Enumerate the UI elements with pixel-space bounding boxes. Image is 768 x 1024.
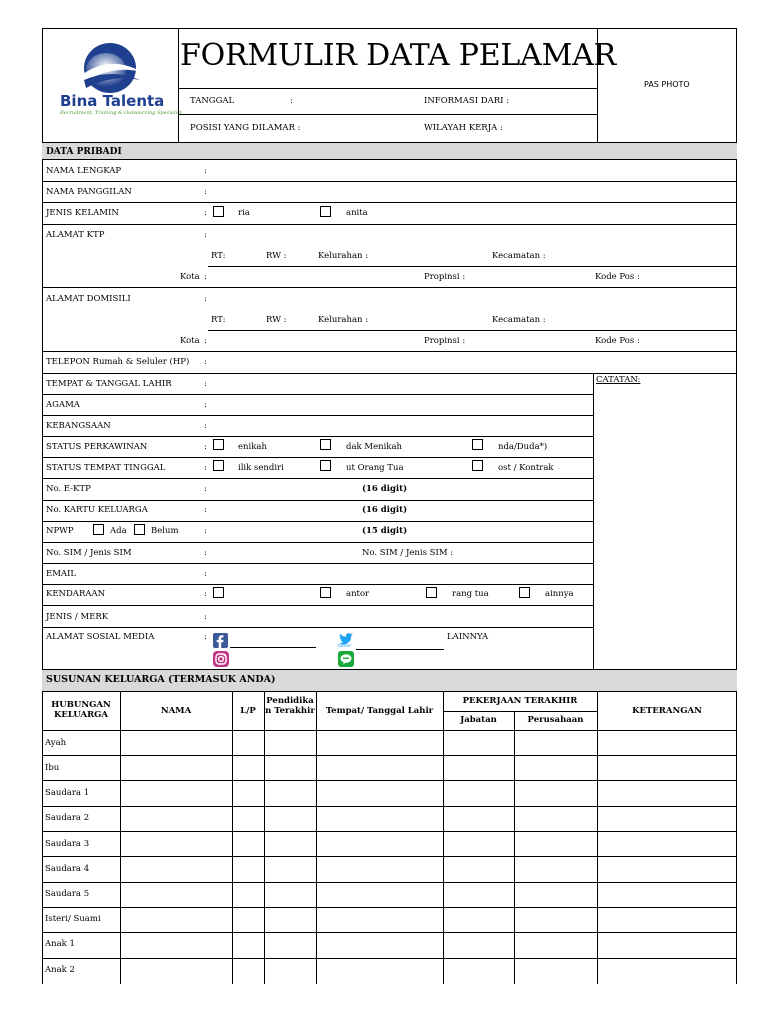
page-title: FORMULIR DATA PELAMAR [180,38,616,73]
kecamatan-label: Kecamatan : [492,251,546,261]
relation-label: Anak 1 [45,939,75,949]
telepon-field[interactable] [210,353,735,371]
catatan-field[interactable] [595,386,735,666]
facebook-icon [213,633,228,648]
nama-lengkap-field[interactable] [210,162,735,180]
propinsi-label: Propinsi : [424,336,466,346]
kota-label: Kota [180,336,200,346]
email-field[interactable] [210,565,591,583]
catatan-label: CATATAN: [596,375,641,385]
table-row[interactable] [42,933,737,958]
col-nama: NAMA [160,706,192,716]
colon: : [204,230,207,240]
colon: : [204,294,207,304]
rt-label: RT: [211,315,226,325]
email-label: EMAIL [46,569,77,579]
colon: : [204,166,207,176]
colon: : [204,505,207,515]
wilayah-label: WILAYAH KERJA : [424,123,503,133]
posisi-field[interactable] [295,118,417,138]
table-row[interactable] [42,883,737,907]
kd-checkbox-3[interactable] [426,587,437,598]
kode-pos-label: Kode Pos : [595,336,640,346]
kelurahan-label: Kelurahan : [318,251,369,261]
photo-label: PAS PHOTO [644,80,690,89]
table-row[interactable] [42,731,737,755]
agama-field[interactable] [210,396,591,414]
lainnya-field[interactable] [486,630,591,648]
table-row[interactable] [42,857,737,882]
kd-option-3: rang tua [452,589,489,599]
ttl-label: TEMPAT & TANGGAL LAHIR [46,379,172,389]
npwp-checkbox-ada[interactable] [93,524,104,535]
photo-box[interactable] [598,29,736,141]
sim-field-2[interactable] [452,544,591,562]
st-option-1: ilik sendiri [238,463,284,473]
instagram-field[interactable] [231,651,317,667]
relation-label: Saudara 5 [45,889,90,899]
jenis-kelamin-label: JENIS KELAMIN [46,208,119,218]
posisi-label: POSISI YANG DILAMAR : [190,123,301,133]
st-checkbox-1[interactable] [213,460,224,471]
st-checkbox-3[interactable] [472,460,483,471]
logo-name: Bina Talenta [60,92,165,110]
kd-option-4: ainnya [545,589,574,599]
kebangsaan-field[interactable] [210,417,591,435]
colon: : [204,484,207,494]
colon: : [204,336,207,346]
npwp-checkbox-belum[interactable] [134,524,145,535]
twitter-field[interactable] [356,631,444,648]
instagram-icon [213,651,229,667]
jk-option-wanita: anita [346,208,368,218]
relation-label: Ibu [45,763,60,773]
col-lp: L/P [240,706,256,716]
table-row[interactable] [42,959,737,984]
relation-label: Saudara 2 [45,813,90,823]
relation-label: Saudara 3 [45,839,90,849]
colon: : [204,463,207,473]
ektp-label: No. E-KTP [46,484,91,494]
jk-checkbox-pria[interactable] [213,206,224,217]
kk-note: (16 digit) [362,505,408,515]
facebook-field[interactable] [230,631,316,647]
npwp-ada: Ada [110,526,127,536]
kebangsaan-label: KEBANGSAAN [46,421,111,431]
colon: : [204,526,207,536]
relation-label: Saudara 1 [45,788,90,798]
kecamatan-label: Kecamatan : [492,315,546,325]
sosmed-label: ALAMAT SOSIAL MEDIA [46,632,155,642]
tanggal-label: TANGGAL [190,96,235,106]
alamat-domisili-field[interactable] [210,290,735,308]
sim-label-2: No. SIM / Jenis SIM : [362,548,454,558]
logo [50,40,182,120]
table-row[interactable] [42,908,737,932]
line-icon [338,651,354,667]
status-perkawinan-label: STATUS PERKAWINAN [46,442,148,452]
informasi-label: INFORMASI DARI : [424,96,510,106]
sk-checkbox-3[interactable] [472,439,483,450]
alamat-ktp-label: ALAMAT KTP [46,230,105,240]
sk-option-2: dak Menikah [346,442,402,452]
table-row[interactable] [42,832,737,856]
jk-option-pria: ria [238,208,250,218]
colon: : [204,187,207,197]
sk-option-3: nda/Duda*) [498,442,548,452]
kd-checkbox-1[interactable] [213,587,224,598]
ektp-field[interactable] [210,480,350,498]
nama-lengkap-label: NAMA LENGKAP [46,166,122,176]
data-pribadi-heading: DATA PRIBADI [46,147,122,157]
colon: : [204,208,207,218]
agama-label: AGAMA [46,400,80,410]
col-jabatan: Jabatan [460,715,497,725]
col-hubungan: HUBUNGAN KELUARGA [51,700,111,720]
ektp-note: (16 digit) [362,484,408,494]
npwp-field[interactable] [210,522,350,540]
colon: : [204,548,207,558]
npwp-belum: Belum [151,526,179,536]
sim-field-1[interactable] [210,544,350,562]
logo-mark-icon [50,40,170,96]
twitter-text: twitter [338,643,352,648]
kode-pos-label: Kode Pos : [595,272,640,282]
table-row[interactable] [42,756,737,780]
colon: : [204,569,207,579]
jenis-merk-field[interactable] [210,608,591,626]
status-tinggal-label: STATUS TEMPAT TINGGAL [46,463,166,473]
jenis-merk-label: JENIS / MERK [46,612,109,622]
kk-field[interactable] [210,501,350,519]
table-row[interactable] [42,807,737,831]
jk-checkbox-wanita[interactable] [320,206,331,217]
sim-label: No. SIM / Jenis SIM [46,548,132,558]
colon: : [204,612,207,622]
st-option-2: ut Orang Tua [346,463,404,473]
kd-checkbox-2[interactable] [320,587,331,598]
keluarga-heading: SUSUNAN KELUARGA (TERMASUK ANDA) [46,674,276,685]
tanggal-field[interactable] [298,92,416,110]
rw-label: RW : [266,251,287,261]
npwp-label: NPWP [46,526,74,536]
colon: : [204,379,207,389]
col-perusahaan: Perusahaan [527,715,584,725]
colon: : [204,589,207,599]
colon: : [204,272,207,282]
line-field[interactable] [357,651,444,667]
colon: : [204,421,207,431]
col-keterangan: KETERANGAN [632,706,702,716]
colon: : [204,632,207,642]
colon: : [204,442,207,452]
col-pekerjaan: PEKERJAAN TERAKHIR [462,696,578,706]
logo-tagline: Recruitment, Training & Outsourcing Specialist [60,110,182,116]
propinsi-label: Propinsi : [424,272,466,282]
colon: : [204,357,207,367]
col-tempat: Tempat/ Tanggal Lahir [325,706,434,716]
sk-option-1: enikah [238,442,267,452]
st-checkbox-2[interactable] [320,460,331,471]
colon: : [204,400,207,410]
nama-panggilan-label: NAMA PANGGILAN [46,187,132,197]
rw-label: RW : [266,315,287,325]
nama-panggilan-field[interactable] [210,183,735,201]
npwp-note: (15 digit) [362,526,408,536]
kd-checkbox-4[interactable] [519,587,530,598]
kd-option-2: antor [346,589,370,599]
col-pendidikan: Pendidikan Terakhir [265,696,315,716]
st-option-3: ost / Kontrak [498,463,554,473]
relation-label: Ayah [45,738,67,748]
sk-checkbox-1[interactable] [213,439,224,450]
telepon-label: TELEPON Rumah & Seluler (HP) [46,357,190,367]
relation-label: Saudara 4 [45,864,90,874]
informasi-field[interactable] [505,92,595,110]
lainnya-label: LAINNYA [447,632,489,642]
ttl-field[interactable] [210,375,591,393]
kelurahan-label: Kelurahan : [318,315,369,325]
rt-label: RT: [211,251,226,261]
data-pribadi-band [42,142,737,160]
kendaraan-label: KENDARAAN [46,589,106,599]
wilayah-field[interactable] [502,118,595,138]
kota-label: Kota [180,272,200,282]
table-row[interactable] [42,781,737,806]
relation-label: Anak 2 [45,965,75,975]
sk-checkbox-2[interactable] [320,439,331,450]
relation-label: Isteri/ Suami [45,914,101,924]
kk-label: No. KARTU KELUARGA [46,505,148,515]
tanggal-colon: : [290,96,293,106]
alamat-domisili-label: ALAMAT DOMISILI [46,294,131,304]
alamat-ktp-field[interactable] [210,226,735,244]
